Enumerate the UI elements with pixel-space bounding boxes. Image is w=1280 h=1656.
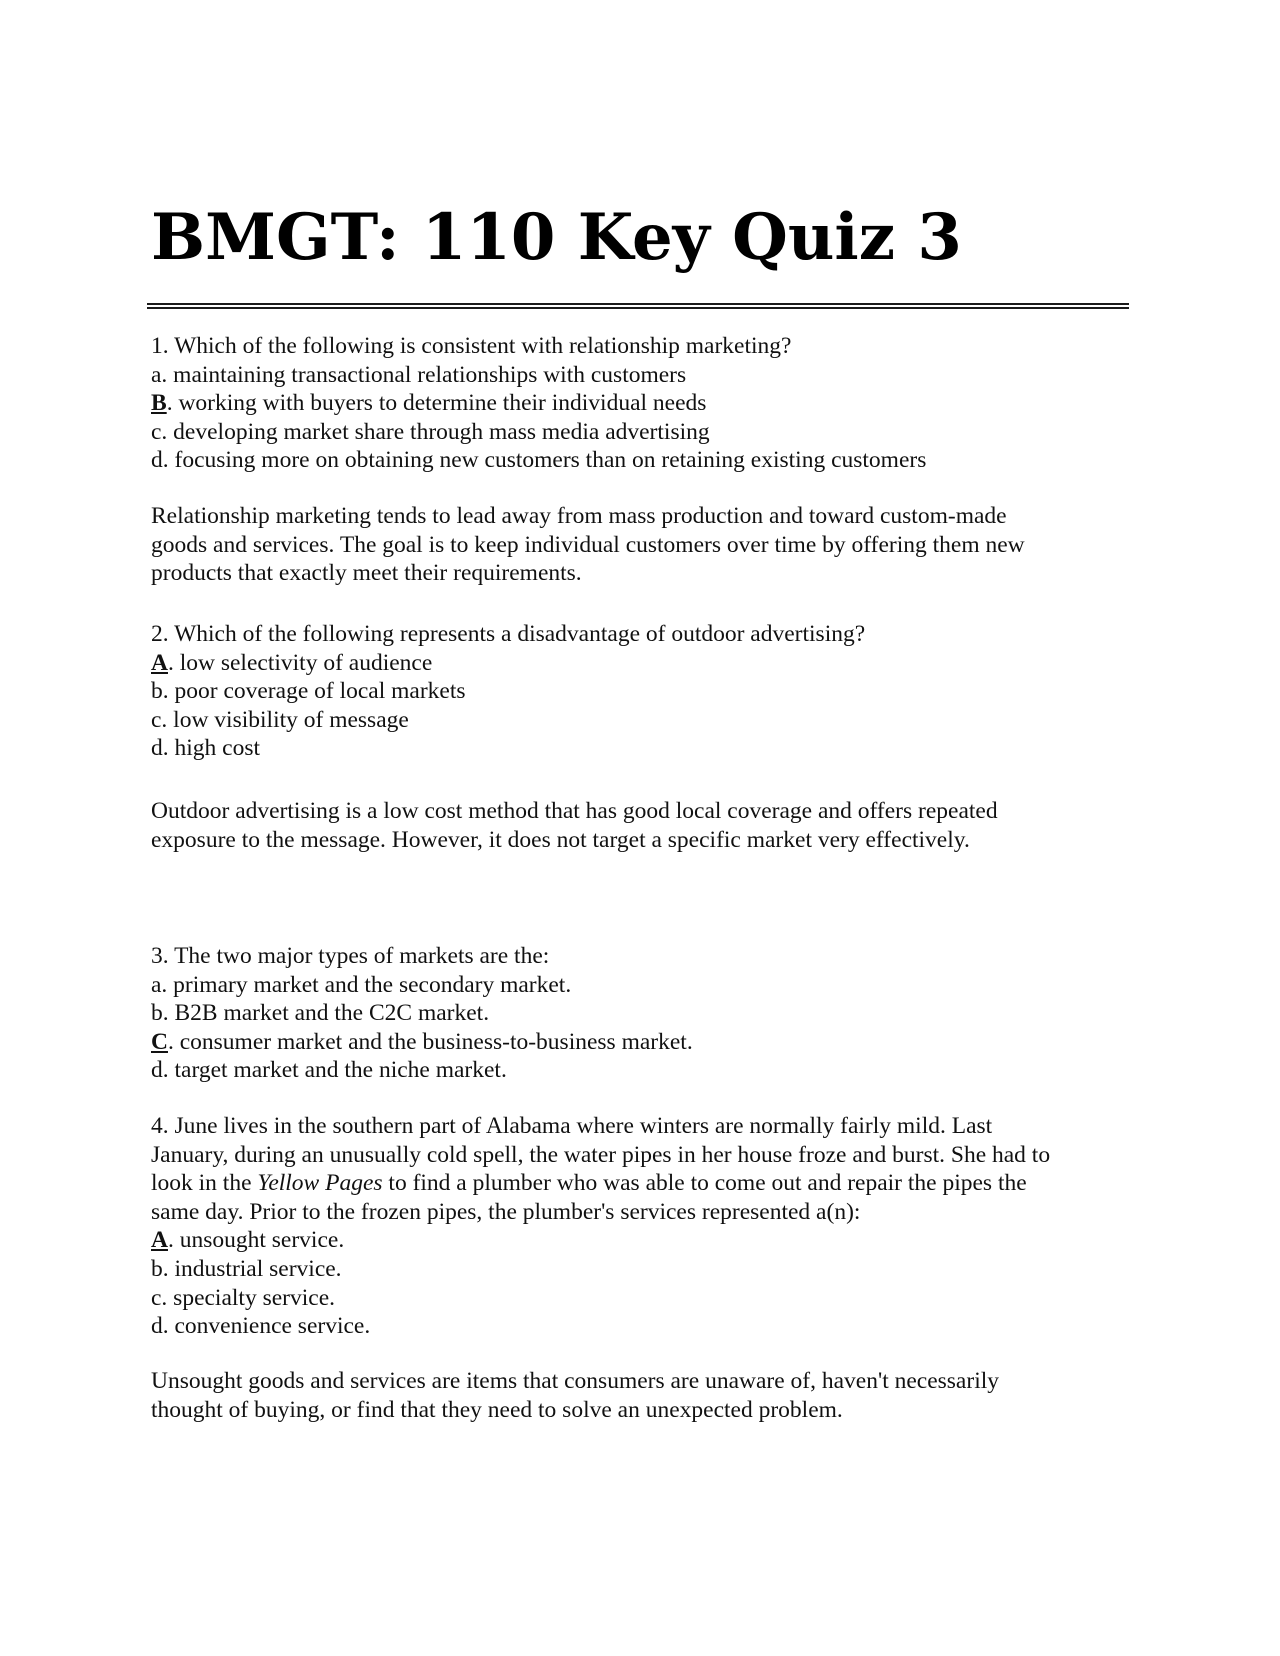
question-4-option-a (151, 1226, 1050, 1255)
question-4-explanation (151, 1367, 999, 1424)
explanation-line: thought of buying, or find that they need to solve an unexpected problem. (151, 1396, 843, 1423)
question-2-text: 2. Which of the following represents a disadvantage of outdoor advertising? (151, 621, 866, 647)
question-4-text-line (151, 1169, 1050, 1198)
option-c-text: . consumer market and the business-to-business market. (167, 1028, 693, 1055)
question-1-explanation (151, 502, 1025, 588)
question-1-option-d: d. focusing more on obtaining new customers than on retaining existing customers (151, 447, 927, 474)
explanation-line: exposure to the message. However, it does not target a specific market very effectively. (151, 826, 970, 853)
question-1-option-b (151, 389, 926, 418)
yellow-pages-italic: Yellow Pages (257, 1170, 383, 1197)
question-2-explanation (151, 797, 998, 854)
correct-answer-letter: C (151, 1028, 168, 1055)
explanation-line: goods and services. The goal is to keep individual customers over time by offering them new (151, 531, 1025, 558)
question-3-option-d: d. target market and the niche market. (151, 1057, 507, 1084)
question-4-text-line: 4. June lives in the southern part of Alabama where winters are normally fairly mild. Last (151, 1113, 993, 1139)
explanation-line: Relationship marketing tends to lead away from mass production and toward custom-made (151, 503, 1007, 529)
text-run: look in the (151, 1170, 258, 1197)
correct-answer-letter: B (151, 390, 167, 417)
question-3-option-a: a. primary market and the secondary market. (151, 971, 572, 998)
question-4-text-line: same day. Prior to the frozen pipes, the plumber's services represented a(n): (151, 1198, 861, 1225)
text-run: to find a plumber who was able to come out and repair the pipes the (382, 1170, 1027, 1197)
explanation-line: Outdoor advertising is a low cost method that has good local coverage and offers repeated (151, 798, 998, 824)
question-1-option-c: c. developing market share through mass media advertising (151, 418, 710, 445)
option-a-text: . unsought service. (167, 1227, 345, 1254)
question-3 (151, 942, 693, 1085)
explanation-line: Unsought goods and services are items that consumers are unaware of, haven't necessarily (151, 1368, 999, 1394)
question-1 (151, 332, 926, 475)
option-a-text: . low selectivity of audience (167, 649, 433, 676)
title-double-rule (147, 303, 1129, 309)
question-1-option-a: a. maintaining transactional relationships with customers (151, 361, 687, 388)
question-2 (151, 620, 865, 763)
question-2-option-c: c. low visibility of message (151, 706, 409, 733)
question-3-option-c (151, 1028, 693, 1057)
question-3-text: 3. The two major types of markets are the: (151, 943, 550, 969)
option-b-text: . working with buyers to determine their individual needs (166, 390, 707, 417)
question-4-text-line: January, during an unusually cold spell, the water pipes in her house froze and burst. She had to (151, 1141, 1051, 1168)
question-4-option-d: d. convenience service. (151, 1313, 371, 1340)
correct-answer-letter: A (151, 1227, 168, 1254)
question-2-option-a (151, 649, 865, 678)
question-1-text: 1. Which of the following is consistent with relationship marketing? (151, 333, 792, 359)
explanation-line: products that exactly meet their requirements. (151, 560, 582, 587)
question-4-option-b: b. industrial service. (151, 1255, 342, 1282)
correct-answer-letter: A (151, 649, 168, 676)
question-2-option-d: d. high cost (151, 735, 261, 762)
question-3-option-b: b. B2B market and the C2C market. (151, 1000, 490, 1027)
document-title: BMGT: 110 Key Quiz 3 (151, 200, 962, 275)
question-4 (151, 1112, 1050, 1341)
question-2-option-b: b. poor coverage of local markets (151, 678, 466, 705)
question-4-option-c: c. specialty service. (151, 1284, 335, 1311)
